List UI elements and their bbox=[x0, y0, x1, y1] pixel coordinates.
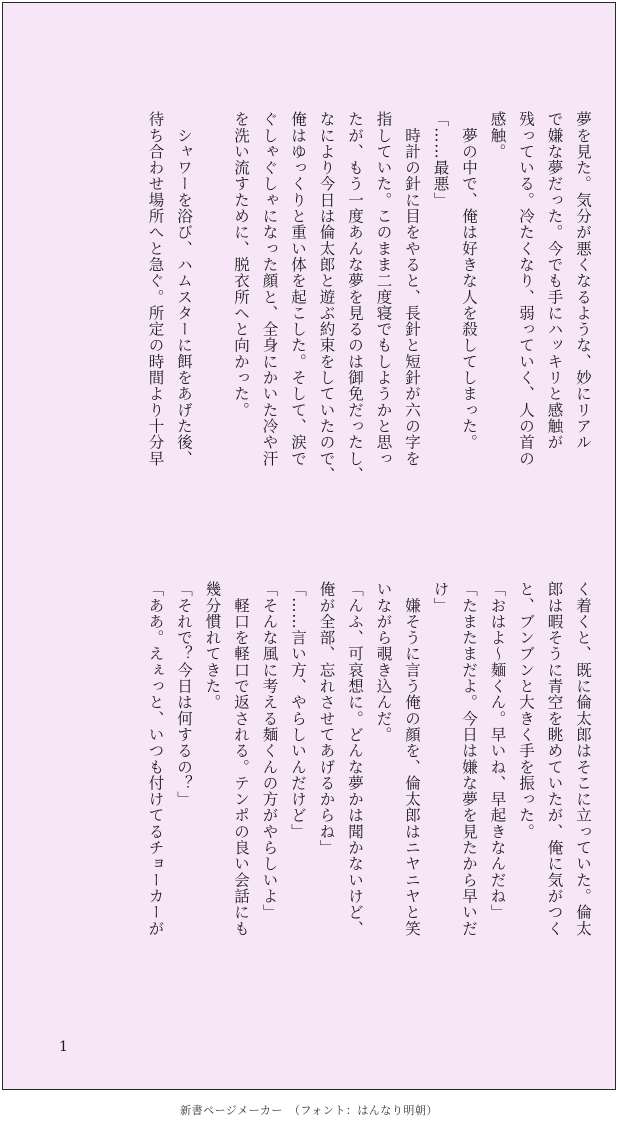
text-line: 「そんな風に考える麺くんの方がやらしいよ」 bbox=[260, 581, 279, 921]
text-line: 「おはよ〜麺くん。早いね、早起きなんだね」 bbox=[488, 581, 507, 921]
text-line: と、ブンブンと大きく手を振った。 bbox=[517, 581, 535, 840]
text-line: 「ああ。えぇっと、いつも付けてるチョーカーが bbox=[146, 581, 165, 937]
text-block-top bbox=[141, 111, 597, 531]
text-line: を洗い流すために、脱衣所へと向かった。 bbox=[232, 111, 250, 418]
text-line: 夢の中で、俺は好きな人を殺してしまった。 bbox=[460, 111, 478, 451]
text-line: 「……言い方、やらしいんだけど」 bbox=[289, 581, 307, 840]
blank-line bbox=[198, 111, 227, 531]
text-line: 「それで？今日は何するの？」 bbox=[175, 581, 193, 808]
book-page bbox=[2, 2, 616, 1090]
text-line: 指していた。このまま二度寝でもしようかと思っ bbox=[374, 111, 393, 467]
text-line: く着くと、既に倫太郎はそこに立っていた。倫太 bbox=[574, 581, 592, 937]
text-line: 「たまたまだよ。今日は嫌な夢を見たから早いだ bbox=[460, 581, 478, 937]
text-line: シャワーを浴び、ハムスターに餌をあげた後、 bbox=[175, 111, 193, 467]
text-line: け」 bbox=[431, 581, 450, 614]
text-line: 夢を見た。気分が悪くなるような、妙にリアル bbox=[574, 111, 592, 451]
text-line: 俺が全部、忘れさせてあげるからね」 bbox=[317, 581, 336, 856]
text-line: 郎は暇そうに青空を眺めていたが、俺に気がつく bbox=[545, 581, 564, 937]
text-block-bottom bbox=[141, 581, 597, 1011]
text-line: 軽口を軽口で返される。テンポの良い会話にも bbox=[232, 581, 250, 937]
text-line: 「んふ、可哀想に。どんな夢かは聞かないけど、 bbox=[346, 581, 364, 937]
footer-credit: 新書ページメーカー （フォント：はんなり明朝） bbox=[180, 1104, 438, 1117]
text-line: なにより今日は倫太郎と遊ぶ約束をしていたので、 bbox=[317, 111, 336, 483]
text-line: 俺はゆっくりと重い体を起こした。そして、涙で bbox=[289, 111, 307, 467]
text-line: 嫌そうに言う俺の顔を、倫太郎はニヤニヤと笑 bbox=[403, 581, 421, 937]
text-line: 待ち合わせ場所へと急ぐ。所定の時間より十分早 bbox=[146, 111, 165, 467]
page-number: 1 bbox=[59, 1039, 68, 1055]
text-line: で嫌な夢だった。今でも手にハッキリと感触が bbox=[545, 111, 564, 451]
text-line: たが、もう一度あんな夢を見るのは御免だったし、 bbox=[346, 111, 364, 483]
text-line: 「……最悪」 bbox=[431, 111, 450, 208]
text-line: 感触。 bbox=[488, 111, 507, 160]
text-line: いながら覗き込んだ。 bbox=[374, 581, 393, 743]
text-line: 時計の針に目をやると、長針と短針が六の字を bbox=[403, 111, 421, 467]
text-line: 幾分慣れてきた。 bbox=[203, 581, 222, 711]
text-line: ぐしゃぐしゃになった顔と、全身にかいた冷や汗 bbox=[260, 111, 279, 467]
text-line: 残っている。冷たくなり、弱っていく、人の首の bbox=[517, 111, 535, 467]
